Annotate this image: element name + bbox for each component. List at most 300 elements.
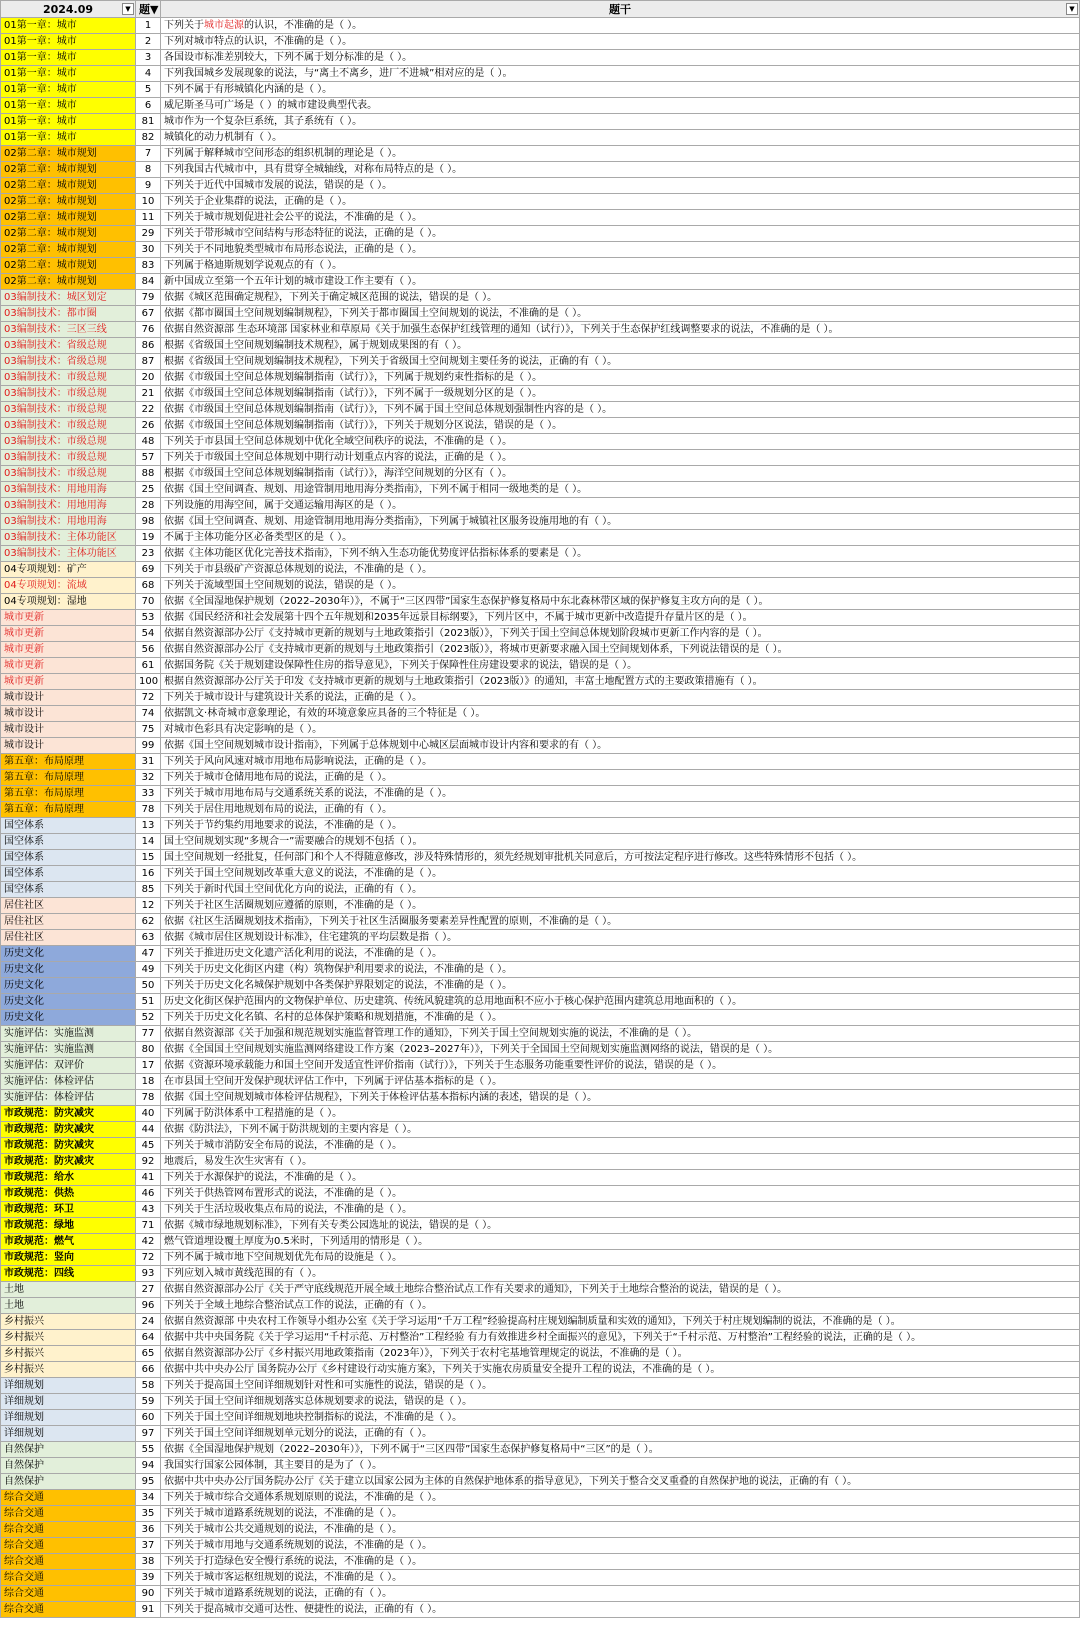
table-row[interactable]	[1, 978, 1080, 994]
question-number-cell[interactable]: 11	[136, 210, 161, 226]
table-row[interactable]	[1, 562, 1080, 578]
category-cell[interactable]: 02第二章：城市规划	[1, 210, 136, 226]
question-number-cell[interactable]: 56	[136, 642, 161, 658]
question-number-cell[interactable]: 21	[136, 386, 161, 402]
question-text-cell[interactable]: 下列关于打造绿色安全慢行系统的说法，不准确的是（ ）。	[161, 1554, 1080, 1570]
table-row[interactable]	[1, 370, 1080, 386]
category-cell[interactable]: 03编制技术：市级总规	[1, 466, 136, 482]
question-text-cell[interactable]: 依据《市级国土空间总体规划编制指南（试行）》，下列属于规划约束性指标的是（ ）。	[161, 370, 1080, 386]
question-text-cell[interactable]: 下列关于节约集约用地要求的说法，不准确的是（ ）。	[161, 818, 1080, 834]
category-cell[interactable]: 历史文化	[1, 1010, 136, 1026]
table-row[interactable]	[1, 1362, 1080, 1378]
category-cell[interactable]: 综合交通	[1, 1586, 136, 1602]
table-row[interactable]	[1, 674, 1080, 690]
column-header-question[interactable]	[161, 1, 1080, 18]
category-cell[interactable]: 市政规范：防灾减灾	[1, 1138, 136, 1154]
question-text-cell[interactable]: 依据《国土空间调查、规划、用途管制用地用海分类指南》，下列属于城镇社区服务设施用地的有（ ）。	[161, 514, 1080, 530]
question-number-cell[interactable]: 23	[136, 546, 161, 562]
table-row[interactable]	[1, 1074, 1080, 1090]
question-number-cell[interactable]: 30	[136, 242, 161, 258]
table-row[interactable]	[1, 402, 1080, 418]
table-row[interactable]	[1, 1250, 1080, 1266]
question-text-cell[interactable]: 地震后，易发生次生灾害有（ ）。	[161, 1154, 1080, 1170]
question-text-cell[interactable]: 下列不属于城市地下空间规划优先布局的设施是（ ）。	[161, 1250, 1080, 1266]
table-row[interactable]	[1, 946, 1080, 962]
question-number-cell[interactable]: 46	[136, 1186, 161, 1202]
question-number-cell[interactable]: 20	[136, 370, 161, 386]
question-number-cell[interactable]: 95	[136, 1474, 161, 1490]
table-row[interactable]	[1, 1282, 1080, 1298]
table-row[interactable]	[1, 850, 1080, 866]
question-number-cell[interactable]: 59	[136, 1394, 161, 1410]
table-row[interactable]	[1, 1234, 1080, 1250]
category-cell[interactable]: 详细规划	[1, 1410, 136, 1426]
category-cell[interactable]: 02第二章：城市规划	[1, 194, 136, 210]
category-cell[interactable]: 自然保护	[1, 1458, 136, 1474]
question-text-cell[interactable]: 依据《全国湿地保护规划（2022–2030年）》，下列不属于“三区四带”国家生态保护修复格局中“三区”的是（ ）。	[161, 1442, 1080, 1458]
question-text-cell[interactable]: 国土空间规划一经批复，任何部门和个人不得随意修改，涉及特殊情形的，须先经规划审批机关同意后，方可按法定程序进行修改。这些特殊情形不包括（ ）。	[161, 850, 1080, 866]
table-row[interactable]	[1, 418, 1080, 434]
question-number-cell[interactable]: 61	[136, 658, 161, 674]
category-cell[interactable]: 城市更新	[1, 626, 136, 642]
question-text-cell[interactable]: 不属于主体功能分区必备类型区的是（ ）。	[161, 530, 1080, 546]
question-text-cell[interactable]: 下列关于市县国土空间总体规划中优化全域空间秩序的说法，不准确的是（ ）。	[161, 434, 1080, 450]
table-row[interactable]	[1, 162, 1080, 178]
table-row[interactable]	[1, 274, 1080, 290]
category-cell[interactable]: 市政规范：防灾减灾	[1, 1106, 136, 1122]
table-row[interactable]	[1, 66, 1080, 82]
category-cell[interactable]: 详细规划	[1, 1426, 136, 1442]
question-number-cell[interactable]: 96	[136, 1298, 161, 1314]
category-cell[interactable]: 城市设计	[1, 722, 136, 738]
question-text-cell[interactable]: 下列关于企业集群的说法，正确的是（ ）。	[161, 194, 1080, 210]
table-row[interactable]	[1, 770, 1080, 786]
category-cell[interactable]: 市政规范：供热	[1, 1186, 136, 1202]
question-number-cell[interactable]: 80	[136, 1042, 161, 1058]
table-row[interactable]	[1, 914, 1080, 930]
question-text-cell[interactable]: 下列关于推进历史文化遗产活化利用的说法，不准确的是（ ）。	[161, 946, 1080, 962]
category-cell[interactable]: 国空体系	[1, 834, 136, 850]
question-text-cell[interactable]: 依据中共中央办公厅国务院办公厅《关于建立以国家公园为主体的自然保护地体系的指导意见》，下列关于整合交叉重叠的自然保护地的说法，正确的有（ ）。	[161, 1474, 1080, 1490]
category-cell[interactable]: 国空体系	[1, 866, 136, 882]
question-text-cell[interactable]: 依据自然资源部办公厅《关于严守底线规范开展全域土地综合整治试点工作有关要求的通知》，下列关于土地综合整治的说法，错误的是（ ）。	[161, 1282, 1080, 1298]
category-cell[interactable]: 自然保护	[1, 1474, 136, 1490]
question-text-cell[interactable]: 下列关于全域土地综合整治试点工作的说法，正确的有（ ）。	[161, 1298, 1080, 1314]
category-cell[interactable]: 市政规范：给水	[1, 1170, 136, 1186]
question-number-cell[interactable]: 27	[136, 1282, 161, 1298]
table-row[interactable]	[1, 1314, 1080, 1330]
question-number-cell[interactable]: 85	[136, 882, 161, 898]
category-cell[interactable]: 综合交通	[1, 1506, 136, 1522]
category-cell[interactable]: 城市更新	[1, 674, 136, 690]
question-text-cell[interactable]: 依据《资源环境承载能力和国土空间开发适宜性评价指南（试行）》，下列关于生态服务功能重要性评价的说法，错误的是（ ）。	[161, 1058, 1080, 1074]
category-cell[interactable]: 历史文化	[1, 978, 136, 994]
question-number-cell[interactable]: 2	[136, 34, 161, 50]
question-number-cell[interactable]: 100	[136, 674, 161, 690]
question-number-cell[interactable]: 49	[136, 962, 161, 978]
table-row[interactable]	[1, 50, 1080, 66]
category-cell[interactable]: 02第二章：城市规划	[1, 226, 136, 242]
question-number-cell[interactable]: 97	[136, 1426, 161, 1442]
table-row[interactable]	[1, 98, 1080, 114]
question-text-cell[interactable]: 下列关于城市仓储用地布局的说法，正确的是（ ）。	[161, 770, 1080, 786]
question-text-cell[interactable]: 下列对城市特点的认识，不准确的是（ ）。	[161, 34, 1080, 50]
table-row[interactable]	[1, 1202, 1080, 1218]
category-cell[interactable]: 第五章：布局原理	[1, 754, 136, 770]
question-text-cell[interactable]: 下列关于供热管网布置形式的说法，不准确的是（ ）。	[161, 1186, 1080, 1202]
question-text-cell[interactable]: 依据中共中央国务院《关于学习运用“千村示范、万村整治”工程经验 有力有效推进乡村全面振兴的意见》，下列关于“千村示范、万村整治”工程经验的说法，正确的是（ ）。	[161, 1330, 1080, 1346]
question-number-cell[interactable]: 47	[136, 946, 161, 962]
category-cell[interactable]: 03编制技术：用地用海	[1, 482, 136, 498]
category-cell[interactable]: 城市设计	[1, 738, 136, 754]
question-number-cell[interactable]: 48	[136, 434, 161, 450]
category-cell[interactable]: 详细规划	[1, 1378, 136, 1394]
question-number-cell[interactable]: 43	[136, 1202, 161, 1218]
table-row[interactable]	[1, 818, 1080, 834]
question-number-cell[interactable]: 70	[136, 594, 161, 610]
question-number-cell[interactable]: 10	[136, 194, 161, 210]
question-number-cell[interactable]: 18	[136, 1074, 161, 1090]
question-text-cell[interactable]: 我国实行国家公园体制，其主要目的是为了（ ）。	[161, 1458, 1080, 1474]
question-number-cell[interactable]: 98	[136, 514, 161, 530]
category-cell[interactable]: 02第二章：城市规划	[1, 162, 136, 178]
table-row[interactable]	[1, 530, 1080, 546]
question-number-cell[interactable]: 34	[136, 1490, 161, 1506]
table-row[interactable]	[1, 1506, 1080, 1522]
question-text-cell[interactable]: 燃气管道埋设覆土厚度为0.5米时，下列适用的情形是（ ）。	[161, 1234, 1080, 1250]
category-cell[interactable]: 01第一章：城市	[1, 66, 136, 82]
category-cell[interactable]: 01第一章：城市	[1, 114, 136, 130]
question-number-cell[interactable]: 77	[136, 1026, 161, 1042]
question-number-cell[interactable]: 25	[136, 482, 161, 498]
category-cell[interactable]: 01第一章：城市	[1, 130, 136, 146]
question-number-cell[interactable]: 76	[136, 322, 161, 338]
category-cell[interactable]: 土地	[1, 1298, 136, 1314]
table-row[interactable]	[1, 1042, 1080, 1058]
table-row[interactable]	[1, 1122, 1080, 1138]
table-row[interactable]	[1, 1106, 1080, 1122]
question-text-cell[interactable]	[161, 18, 1080, 34]
category-cell[interactable]: 03编制技术：城区划定	[1, 290, 136, 306]
question-text-cell[interactable]: 下列关于城市道路系统规划的说法，不准确的是（ ）。	[161, 1506, 1080, 1522]
question-text-cell[interactable]: 各国设市标准差别较大，下列不属于划分标准的是（ ）。	[161, 50, 1080, 66]
category-cell[interactable]: 03编制技术：主体功能区	[1, 546, 136, 562]
category-cell[interactable]: 居住社区	[1, 914, 136, 930]
table-row[interactable]	[1, 658, 1080, 674]
question-text-cell[interactable]: 城镇化的动力机制有（ ）。	[161, 130, 1080, 146]
table-row[interactable]	[1, 1218, 1080, 1234]
category-cell[interactable]: 02第二章：城市规划	[1, 258, 136, 274]
table-row[interactable]	[1, 18, 1080, 34]
table-row[interactable]	[1, 930, 1080, 946]
category-cell[interactable]: 实施评估：实施监测	[1, 1026, 136, 1042]
table-row[interactable]	[1, 258, 1080, 274]
table-row[interactable]	[1, 1426, 1080, 1442]
question-text-cell[interactable]: 根据《省级国土空间规划编制技术规程》，下列关于省级国土空间规划主要任务的说法，正确的有（ ）。	[161, 354, 1080, 370]
table-row[interactable]	[1, 626, 1080, 642]
question-text-cell[interactable]: 威尼斯圣马可广场是（ ）的城市建设典型代表。	[161, 98, 1080, 114]
question-text-cell[interactable]: 下列关于水源保护的说法，不准确的是（ ）。	[161, 1170, 1080, 1186]
question-text-cell[interactable]: 依据自然资源部 生态环境部 国家林业和草原局《关于加强生态保护红线管理的通知（试行）》，下列关于生态保护红线调整要求的说法，不准确的是（ ）。	[161, 322, 1080, 338]
category-cell[interactable]: 02第二章：城市规划	[1, 178, 136, 194]
question-number-cell[interactable]: 50	[136, 978, 161, 994]
table-row[interactable]	[1, 1090, 1080, 1106]
category-cell[interactable]: 国空体系	[1, 818, 136, 834]
question-number-cell[interactable]: 33	[136, 786, 161, 802]
table-row[interactable]	[1, 466, 1080, 482]
question-text-cell[interactable]: 依据凯文·林奇城市意象理论，有效的环境意象应具备的三个特征是（ ）。	[161, 706, 1080, 722]
category-cell[interactable]: 乡村振兴	[1, 1330, 136, 1346]
question-text-cell[interactable]: 下列关于城市设计与建筑设计关系的说法，正确的是（ ）。	[161, 690, 1080, 706]
question-text-cell[interactable]: 下列关于历史文化名镇、名村的总体保护策略和规划措施，不准确的是（ ）。	[161, 1010, 1080, 1026]
question-text-cell[interactable]: 下列关于市县级矿产资源总体规划的说法，不准确的是（ ）。	[161, 562, 1080, 578]
question-number-cell[interactable]: 74	[136, 706, 161, 722]
question-number-cell[interactable]: 87	[136, 354, 161, 370]
question-number-cell[interactable]: 69	[136, 562, 161, 578]
category-cell[interactable]: 03编制技术：用地用海	[1, 498, 136, 514]
category-cell[interactable]: 自然保护	[1, 1442, 136, 1458]
question-text-cell[interactable]: 依据《市级国土空间总体规划编制指南（试行）》，下列关于规划分区说法，错误的是（ ）。	[161, 418, 1080, 434]
category-cell[interactable]: 市政规范：四线	[1, 1266, 136, 1282]
question-text-cell[interactable]: 依据《城区范围确定规程》，下列关于确定城区范围的说法，错误的是（ ）。	[161, 290, 1080, 306]
category-cell[interactable]: 城市设计	[1, 690, 136, 706]
question-number-cell[interactable]: 82	[136, 130, 161, 146]
category-cell[interactable]: 01第一章：城市	[1, 82, 136, 98]
category-cell[interactable]: 03编制技术：市级总规	[1, 370, 136, 386]
category-cell[interactable]: 综合交通	[1, 1490, 136, 1506]
category-cell[interactable]: 市政规范：燃气	[1, 1234, 136, 1250]
question-number-cell[interactable]: 22	[136, 402, 161, 418]
category-cell[interactable]: 01第一章：城市	[1, 34, 136, 50]
question-text-cell[interactable]: 依据国务院《关于规划建设保障性住房的指导意见》，下列关于保障性住房建设要求的说法，错误的是（ ）。	[161, 658, 1080, 674]
table-row[interactable]	[1, 1410, 1080, 1426]
question-text-cell[interactable]: 下列属于防洪体系中工程措施的是（ ）。	[161, 1106, 1080, 1122]
question-number-cell[interactable]: 45	[136, 1138, 161, 1154]
question-text-cell[interactable]: 依据《全国国土空间规划实施监测网络建设工作方案（2023–2027年）》，下列关于全国国土空间规划实施监测网络的说法，错误的是（ ）。	[161, 1042, 1080, 1058]
table-row[interactable]	[1, 450, 1080, 466]
question-text-cell[interactable]: 下列关于提高城市交通可达性、便捷性的说法，正确的有（ ）。	[161, 1602, 1080, 1618]
question-number-cell[interactable]: 67	[136, 306, 161, 322]
table-row[interactable]	[1, 322, 1080, 338]
question-text-cell[interactable]: 下列关于生活垃圾收集点布局的说法，不准确的是（ ）。	[161, 1202, 1080, 1218]
table-row[interactable]	[1, 194, 1080, 210]
question-number-cell[interactable]: 41	[136, 1170, 161, 1186]
table-row[interactable]	[1, 706, 1080, 722]
question-text-cell[interactable]: 依据《市级国土空间总体规划编制指南（试行）》，下列不属于国土空间总体规划强制性内容的是（ ）。	[161, 402, 1080, 418]
category-cell[interactable]: 02第二章：城市规划	[1, 274, 136, 290]
table-row[interactable]	[1, 1394, 1080, 1410]
category-cell[interactable]: 综合交通	[1, 1570, 136, 1586]
table-row[interactable]	[1, 210, 1080, 226]
table-row[interactable]	[1, 1442, 1080, 1458]
question-text-cell[interactable]: 下列关于国土空间详细规划单元划分的说法，正确的有（ ）。	[161, 1426, 1080, 1442]
table-row[interactable]	[1, 1538, 1080, 1554]
question-text-cell[interactable]: 依据《社区生活圈规划技术指南》，下列关于社区生活圈服务要素差异性配置的原则，不准确的是（ ）。	[161, 914, 1080, 930]
question-number-cell[interactable]: 4	[136, 66, 161, 82]
question-text-cell[interactable]: 下列关于社区生活圈规划应遵循的原则，不准确的是（ ）。	[161, 898, 1080, 914]
category-cell[interactable]: 历史文化	[1, 946, 136, 962]
category-cell[interactable]: 02第二章：城市规划	[1, 146, 136, 162]
category-cell[interactable]: 市政规范：防灾减灾	[1, 1122, 136, 1138]
question-text-cell[interactable]: 根据《省级国土空间规划编制技术规程》，属于规划成果图的有（ ）。	[161, 338, 1080, 354]
question-number-cell[interactable]: 14	[136, 834, 161, 850]
question-number-cell[interactable]: 9	[136, 178, 161, 194]
question-text-cell[interactable]: 依据《城市绿地规划标准》，下列有关专类公园选址的说法，错误的是（ ）。	[161, 1218, 1080, 1234]
category-cell[interactable]: 01第一章：城市	[1, 18, 136, 34]
category-cell[interactable]: 居住社区	[1, 930, 136, 946]
table-row[interactable]	[1, 882, 1080, 898]
question-number-cell[interactable]: 12	[136, 898, 161, 914]
question-number-cell[interactable]: 3	[136, 50, 161, 66]
table-row[interactable]	[1, 786, 1080, 802]
question-text-cell[interactable]: 依据《全国湿地保护规划（2022–2030年）》，不属于“三区四带”国家生态保护修复格局中东北森林带区域的保护修复主攻方向的是（ ）。	[161, 594, 1080, 610]
question-number-cell[interactable]: 84	[136, 274, 161, 290]
category-cell[interactable]: 实施评估：双评价	[1, 1058, 136, 1074]
table-row[interactable]	[1, 754, 1080, 770]
table-row[interactable]	[1, 1058, 1080, 1074]
question-number-cell[interactable]: 99	[136, 738, 161, 754]
question-text-cell[interactable]: 依据《国土空间调查、规划、用途管制用地用海分类指南》，下列不属于相同一级地类的是（ ）。	[161, 482, 1080, 498]
question-number-cell[interactable]: 86	[136, 338, 161, 354]
category-cell[interactable]: 03编制技术：主体功能区	[1, 530, 136, 546]
table-row[interactable]	[1, 690, 1080, 706]
category-cell[interactable]: 04专项规划：湿地	[1, 594, 136, 610]
table-row[interactable]	[1, 498, 1080, 514]
table-row[interactable]	[1, 1138, 1080, 1154]
category-cell[interactable]: 实施评估：体检评估	[1, 1074, 136, 1090]
question-number-cell[interactable]: 15	[136, 850, 161, 866]
question-number-cell[interactable]: 31	[136, 754, 161, 770]
question-number-cell[interactable]: 63	[136, 930, 161, 946]
question-text-cell[interactable]: 下列关于历史文化名城保护规划中各类保护界限划定的说法，不准确的是（ ）。	[161, 978, 1080, 994]
category-cell[interactable]: 综合交通	[1, 1538, 136, 1554]
question-number-cell[interactable]: 81	[136, 114, 161, 130]
question-text-cell[interactable]: 下列关于城市用地与交通系统规划的说法，不准确的是（ ）。	[161, 1538, 1080, 1554]
question-number-cell[interactable]: 65	[136, 1346, 161, 1362]
table-row[interactable]	[1, 306, 1080, 322]
column-header-date[interactable]	[1, 1, 136, 18]
category-cell[interactable]: 市政规范：环卫	[1, 1202, 136, 1218]
category-cell[interactable]: 02第二章：城市规划	[1, 242, 136, 258]
question-number-cell[interactable]: 78	[136, 802, 161, 818]
question-text-cell[interactable]: 依据自然资源部办公厅《乡村振兴用地政策指南（2023年）》，下列关于农村宅基地管理规定的说法，不准确的是（ ）。	[161, 1346, 1080, 1362]
question-text-cell[interactable]: 依据《城市居住区规划设计标准》，住宅建筑的平均层数是指（ ）。	[161, 930, 1080, 946]
question-number-cell[interactable]: 91	[136, 1602, 161, 1618]
question-text-cell[interactable]: 依据《国民经济和社会发展第十四个五年规划和2035年远景目标纲要》，下列片区中，不属于城市更新中改造提升存量片区的是（ ）。	[161, 610, 1080, 626]
question-number-cell[interactable]: 26	[136, 418, 161, 434]
table-row[interactable]	[1, 898, 1080, 914]
table-row[interactable]	[1, 610, 1080, 626]
question-number-cell[interactable]: 64	[136, 1330, 161, 1346]
question-text-cell[interactable]: 下列关于城市道路系统规划的说法，正确的有（ ）。	[161, 1586, 1080, 1602]
category-cell[interactable]: 城市更新	[1, 658, 136, 674]
question-text-cell[interactable]: 历史文化街区保护范围内的文物保护单位、历史建筑、传统风貌建筑的总用地面积不应小于核心保护范围内建筑总用地面积的（ ）。	[161, 994, 1080, 1010]
table-row[interactable]	[1, 962, 1080, 978]
question-number-cell[interactable]: 94	[136, 1458, 161, 1474]
question-number-cell[interactable]: 79	[136, 290, 161, 306]
category-cell[interactable]: 历史文化	[1, 994, 136, 1010]
question-text-cell[interactable]: 下列关于城市综合交通体系规划原则的说法，不准确的是（ ）。	[161, 1490, 1080, 1506]
question-number-cell[interactable]: 8	[136, 162, 161, 178]
category-cell[interactable]: 详细规划	[1, 1394, 136, 1410]
table-row[interactable]	[1, 386, 1080, 402]
question-text-cell[interactable]: 依据自然资源部办公厅《支持城市更新的规划与土地政策指引（2023版）》，下列关于国土空间总体规划阶段城市更新工作内容的是（ ）。	[161, 626, 1080, 642]
category-cell[interactable]: 国空体系	[1, 882, 136, 898]
table-row[interactable]	[1, 722, 1080, 738]
table-row[interactable]	[1, 130, 1080, 146]
category-cell[interactable]: 03编制技术：市级总规	[1, 418, 136, 434]
table-row[interactable]	[1, 1154, 1080, 1170]
table-row[interactable]	[1, 114, 1080, 130]
question-number-cell[interactable]: 62	[136, 914, 161, 930]
category-cell[interactable]: 03编制技术：三区三线	[1, 322, 136, 338]
question-number-cell[interactable]: 5	[136, 82, 161, 98]
question-text-cell[interactable]: 城市作为一个复杂巨系统，其子系统有（ ）。	[161, 114, 1080, 130]
question-number-cell[interactable]: 16	[136, 866, 161, 882]
question-number-cell[interactable]: 29	[136, 226, 161, 242]
question-number-cell[interactable]: 83	[136, 258, 161, 274]
category-cell[interactable]: 乡村振兴	[1, 1314, 136, 1330]
category-cell[interactable]: 第五章：布局原理	[1, 770, 136, 786]
category-cell[interactable]: 城市更新	[1, 642, 136, 658]
question-text-cell[interactable]: 下列设施的用海空间，属于交通运输用海区的是（ ）。	[161, 498, 1080, 514]
category-cell[interactable]: 市政规范：竖向	[1, 1250, 136, 1266]
question-text-cell[interactable]: 下列我国古代城市中，具有贯穿全城轴线，对称布局特点的是（ ）。	[161, 162, 1080, 178]
question-text-cell[interactable]: 依据《国土空间规划城市设计指南》，下列属于总体规划中心城区层面城市设计内容和要求的有（ ）。	[161, 738, 1080, 754]
table-row[interactable]	[1, 1298, 1080, 1314]
table-row[interactable]	[1, 1474, 1080, 1490]
category-cell[interactable]: 03编制技术：市级总规	[1, 450, 136, 466]
table-row[interactable]	[1, 1554, 1080, 1570]
question-number-cell[interactable]: 19	[136, 530, 161, 546]
question-text-cell[interactable]: 下列关于带形城市空间结构与形态特征的说法，正确的是（ ）。	[161, 226, 1080, 242]
question-number-cell[interactable]: 35	[136, 1506, 161, 1522]
question-number-cell[interactable]: 68	[136, 578, 161, 594]
question-text-cell[interactable]: 下列关于城市客运枢纽规划的说法，不准确的是（ ）。	[161, 1570, 1080, 1586]
question-text-cell[interactable]: 依据自然资源部 中央农村工作领导小组办公室《关于学习运用“千万工程”经验提高村庄规划编制质量和实效的通知》，下列关于村庄规划编制的说法，不准确的是（ ）。	[161, 1314, 1080, 1330]
table-row[interactable]	[1, 594, 1080, 610]
category-cell[interactable]: 01第一章：城市	[1, 50, 136, 66]
category-cell[interactable]: 综合交通	[1, 1522, 136, 1538]
category-cell[interactable]: 03编制技术：省级总规	[1, 354, 136, 370]
table-row[interactable]	[1, 226, 1080, 242]
question-text-cell[interactable]: 依据自然资源部《关于加强和规范规划实施监督管理工作的通知》，下列关于国土空间规划实施的说法，不准确的是（ ）。	[161, 1026, 1080, 1042]
question-text-cell[interactable]: 下列关于风向风速对城市用地布局影响说法，正确的是（ ）。	[161, 754, 1080, 770]
question-number-cell[interactable]: 90	[136, 1586, 161, 1602]
table-row[interactable]	[1, 1490, 1080, 1506]
question-text-cell[interactable]: 下列关于国土空间规划改革重大意义的说法，不准确的是（ ）。	[161, 866, 1080, 882]
category-cell[interactable]: 03编制技术：市级总规	[1, 386, 136, 402]
category-cell[interactable]: 03编制技术：市级总规	[1, 402, 136, 418]
category-cell[interactable]: 综合交通	[1, 1602, 136, 1618]
question-text-cell[interactable]: 新中国成立至第一个五年计划的城市建设工作主要有（ ）。	[161, 274, 1080, 290]
question-number-cell[interactable]: 88	[136, 466, 161, 482]
table-row[interactable]	[1, 578, 1080, 594]
table-row[interactable]	[1, 338, 1080, 354]
table-row[interactable]	[1, 34, 1080, 50]
category-cell[interactable]: 城市设计	[1, 706, 136, 722]
table-row[interactable]	[1, 866, 1080, 882]
table-row[interactable]	[1, 514, 1080, 530]
table-row[interactable]	[1, 1522, 1080, 1538]
table-row[interactable]	[1, 1602, 1080, 1618]
question-text-cell[interactable]: 下列关于国土空间详细规划地块控制指标的说法，不准确的是（ ）。	[161, 1410, 1080, 1426]
question-text-cell[interactable]: 下列关于居住用地规划布局的说法，正确的有（ ）。	[161, 802, 1080, 818]
category-cell[interactable]: 实施评估：实施监测	[1, 1042, 136, 1058]
question-text-cell[interactable]: 依据《国土空间规划城市体检评估规程》，下列关于体检评估基本指标内涵的表述，错误的是（ ）。	[161, 1090, 1080, 1106]
table-row[interactable]	[1, 1458, 1080, 1474]
question-text-cell[interactable]: 下列属于格迪斯规划学说观点的有（ ）。	[161, 258, 1080, 274]
